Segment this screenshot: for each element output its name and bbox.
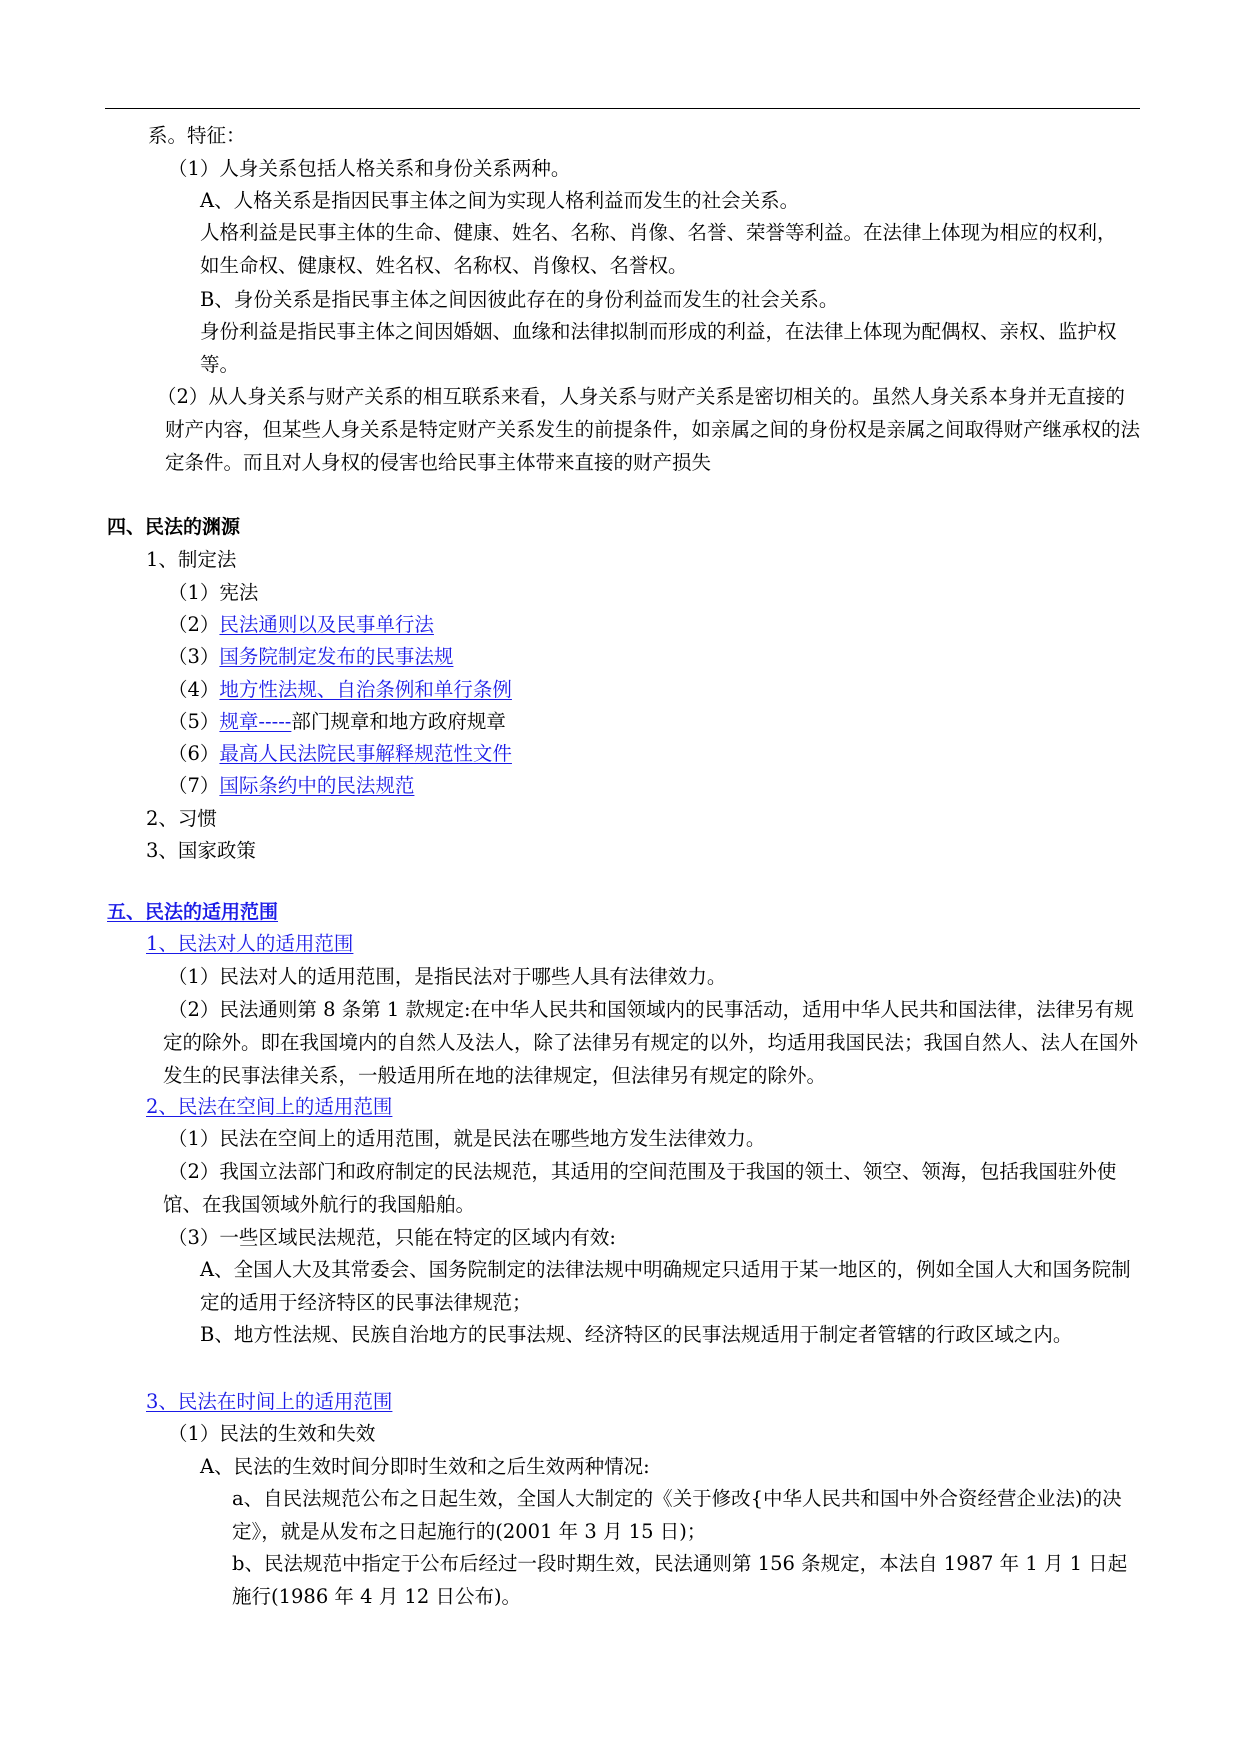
list-item-civil-code: [168, 613, 434, 637]
subsection-scope-persons: [146, 932, 353, 956]
paragraph-continuation: 系。特征：: [148, 124, 246, 147]
list-item-custom: 2、习惯: [146, 807, 217, 830]
paragraph-regional-norms: （3）一些区域民法规范，只能在特定的区域内有效:: [168, 1226, 616, 1249]
paragraph-identity-interest: 身份利益是指民事主体之间因婚姻、血缘和法律拟制而形成的利益，在法律上体现为配偶权、亲权、监护权等。: [200, 320, 1117, 376]
list-item-local-regulations: [168, 678, 512, 702]
paragraph-space-territory: （2）我国立法部门和政府制定的民法规范，其适用的空间范围及于我国的领土、领空、领海，包括我国驻外使馆、在我国领域外航行的我国船舶。: [163, 1160, 1117, 1216]
list-item-state-policy: 3、国家政策: [146, 839, 256, 862]
link-scope-time[interactable]: 3、民法在时间上的适用范围: [146, 1390, 393, 1413]
list-item-international-treaty: [168, 774, 414, 798]
header-rule: [105, 108, 1140, 109]
paragraph-effective-time: A、民法的生效时间分即时生效和之后生效两种情况:: [200, 1455, 650, 1478]
paragraph-effect-and-expiry: （1）民法的生效和失效: [168, 1422, 376, 1445]
link-international-treaty[interactable]: 国际条约中的民法规范: [219, 774, 415, 797]
link-rules[interactable]: 规章-----: [219, 710, 292, 733]
list-item-statutory-law: 1、制定法: [146, 548, 237, 571]
paragraph-effective-immediate: a、自民法规范公布之日起生效，全国人大制定的《关于修改{中华人民共和国中外合资经营企业法)的决定》，就是从发布之日起施行的(2001 年 3 月 15 日)；: [232, 1487, 1122, 1543]
list-item-personality-relation: A、人格关系是指因民事主体之间为实现人格利益而发生的社会关系。: [200, 189, 800, 212]
link-civil-code[interactable]: 民法通则以及民事单行法: [219, 613, 434, 636]
paragraph-effective-later: b、民法规范中指定于公布后经过一段时期生效，民法通则第 156 条规定，本法自 1987 年 1 月 1 日起施行(1986 年 4 月 12 日公布)。: [232, 1552, 1128, 1608]
link-state-council-regulations[interactable]: 国务院制定发布的民事法规: [219, 645, 454, 668]
subsection-scope-space: [146, 1095, 392, 1119]
paragraph-persons-definition: （1）民法对人的适用范围，是指民法对于哪些人具有法律效力。: [168, 965, 727, 988]
list-item-identity-relation: B、身份关系是指民事主体之间因彼此存在的身份利益而发生的社会关系。: [200, 288, 839, 311]
link-scope-persons[interactable]: 1、民法对人的适用范围: [146, 932, 354, 955]
paragraph-regional-norms-b: B、地方性法规、民族自治地方的民事法规、经济特区的民事法规适用于制定者管辖的行政区域之内。: [200, 1323, 1073, 1346]
link-judicial-interpretation[interactable]: 最高人民法院民事解释规范性文件: [219, 742, 512, 765]
paragraph-regional-norms-a: A、全国人大及其常委会、国务院制定的法律法规中明确规定只适用于某一地区的，例如全国人大和国务院制定的适用于经济特区的民事法律规范；: [200, 1258, 1131, 1314]
paragraph-relation-link: （2）从人身关系与财产关系的相互联系来看，人身关系与财产关系是密切相关的。虽然人身关系本身并无直接的财产内容，但某些人身关系是特定财产关系发生的前提条件，如亲属之间的身份权是亲属之间取得财产继承权的法定条件。而且对人身权的侵害也给民事主体带来直接的财产损失: [157, 385, 1141, 474]
paragraph-space-definition: （1）民法在空间上的适用范围，就是民法在哪些地方发生法律效力。: [168, 1127, 766, 1150]
list-item-personal-relation: （1）人身关系包括人格关系和身份关系两种。: [168, 157, 571, 180]
paragraph-civil-code-article8: （2）民法通则第 8 条第 1 款规定:在中华人民共和国领域内的民事活动，适用中华人民共和国法律，法律另有规定的除外。即在我国境内的自然人及法人，除了法律另有规定的以外，均适用我国民法；我国自然人、法人在国外发生的民事法律关系，一般适用所在地的法律规定，但法律另有规定的除外。: [163, 998, 1139, 1087]
item-prefix: （3）: [168, 645, 220, 668]
item-prefix: （4）: [168, 678, 220, 701]
section-heading-scope: [107, 900, 278, 924]
item-prefix: （5）: [168, 710, 220, 733]
link-section-scope[interactable]: 五、民法的适用范围: [107, 901, 279, 923]
rules-description: 部门规章和地方政府规章: [291, 710, 506, 733]
item-prefix: （6）: [168, 742, 220, 765]
link-scope-space[interactable]: 2、民法在空间上的适用范围: [146, 1095, 393, 1118]
section-heading-sources: 四、民法的渊源: [107, 516, 241, 538]
list-item-judicial-interpretation: [168, 742, 512, 766]
paragraph-personality-interest: 人格利益是民事主体的生命、健康、姓名、名称、肖像、名誉、荣誉等利益。在法律上体现为相应的权利，如生命权、健康权、姓名权、名称权、肖像权、名誉权。: [200, 221, 1117, 277]
item-prefix: （2）: [168, 613, 220, 636]
subsection-scope-time: [146, 1390, 392, 1414]
item-prefix: （7）: [168, 774, 220, 797]
list-item-constitution: （1）宪法: [168, 581, 259, 604]
list-item-state-council: [168, 645, 453, 669]
list-item-rules: [168, 710, 506, 734]
link-local-regulations[interactable]: 地方性法规、自治条例和单行条例: [219, 678, 512, 701]
